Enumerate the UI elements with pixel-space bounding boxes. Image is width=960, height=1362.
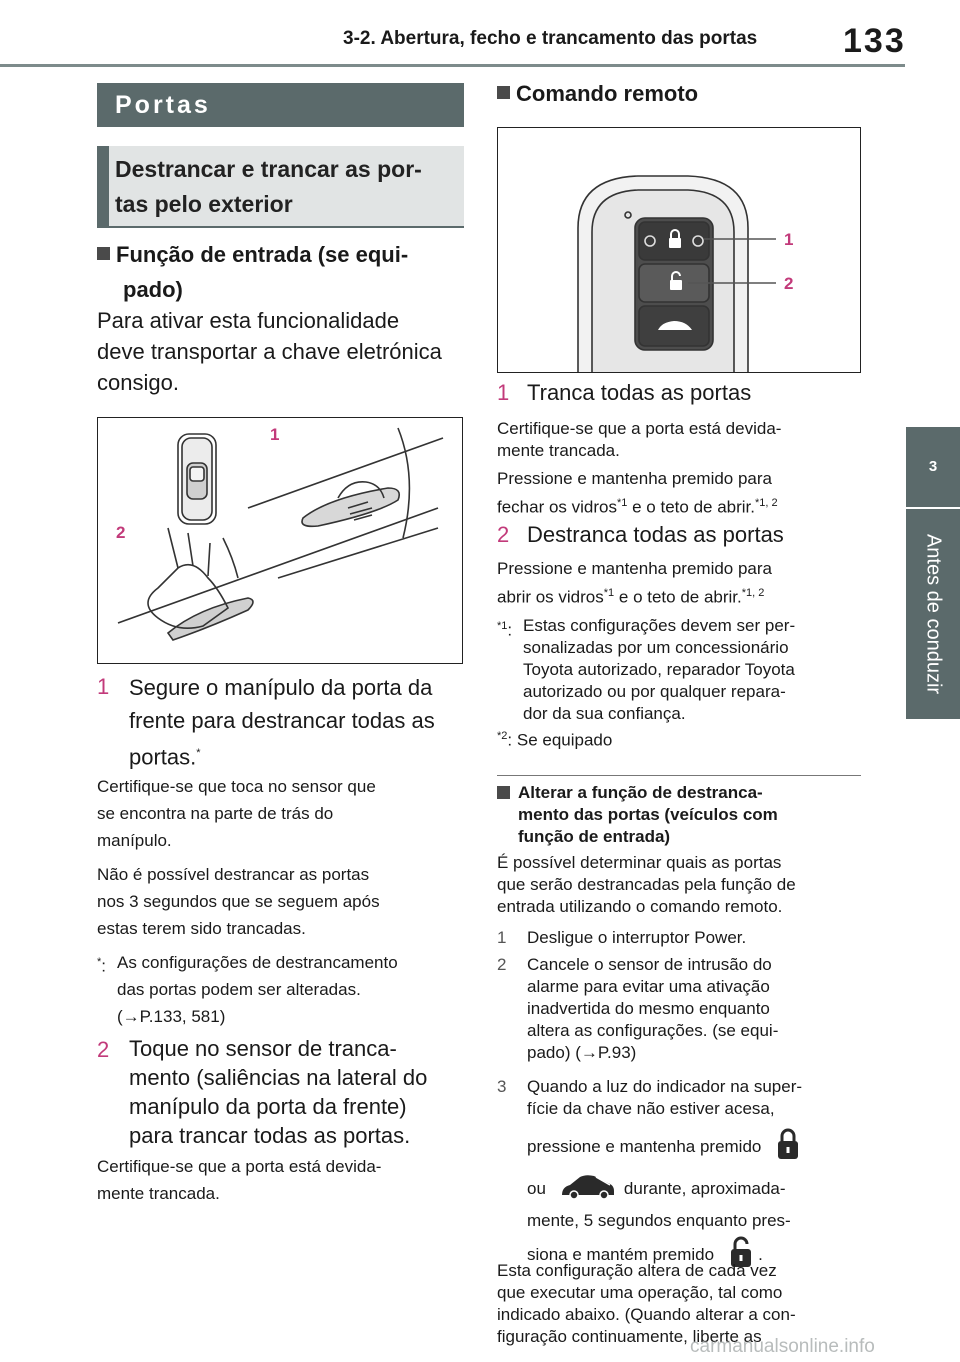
step-1-line1: Segure o manípulo da porta da <box>129 675 433 700</box>
note3-line1: Certifique-se que a porta está devida- <box>97 1157 382 1176</box>
subsection-heading <box>97 146 464 226</box>
step-1-line3: portas. <box>129 744 197 770</box>
square-bullet-icon <box>497 86 510 99</box>
remote-heading <box>497 78 698 109</box>
step-1 <box>97 671 464 773</box>
s2-line2: alarme para evitar uma ativação <box>527 977 770 996</box>
item1-desc-line1: Certifique-se que a porta está devida- <box>497 419 782 438</box>
footnote-mark: * <box>97 956 102 968</box>
subsection-heading-line1: Destrancar e trancar as por- <box>115 156 422 182</box>
footnote-line1: As configurações de destrancamento <box>117 953 398 972</box>
item2-desc-line2a: abrir os vidros <box>497 587 604 607</box>
change-step-3 <box>497 1076 861 1272</box>
fn2-mark: *2 <box>497 730 508 742</box>
section-heading: Portas <box>97 83 464 127</box>
change-step-1-number: 1 <box>497 928 507 947</box>
change-step-2-number: 2 <box>497 955 507 974</box>
item2-sup1: *1 <box>603 587 615 599</box>
s2-line1: Cancele o sensor de intrusão do <box>527 955 772 974</box>
entry-heading-line2: pado) <box>123 277 183 302</box>
remote-item-1-label: Tranca todas as portas <box>527 380 752 405</box>
change-heading-line3: função de entrada) <box>518 827 671 846</box>
entry-function-heading <box>97 239 464 305</box>
s3-line6b: . <box>758 1245 763 1264</box>
footnote-page-ref: (→P.133, 581) <box>117 1007 226 1026</box>
s2-line3: inadvertida do mesmo enquanto <box>527 999 770 1018</box>
footnote-left <box>97 949 464 1030</box>
remote-callout-1: 1 <box>784 230 794 249</box>
s3-line6a: siona e mantém premido <box>527 1245 715 1264</box>
remote-item-2-label: Destranca todas as portas <box>527 522 784 547</box>
note1-line3: manípulo. <box>97 831 172 850</box>
watermark: carmanualsonline.info <box>690 1336 875 1357</box>
step-1-line2: frente para destrancar todas as <box>129 708 435 733</box>
note3-line2: mente trancada. <box>97 1184 220 1203</box>
closing-paragraph <box>497 1260 861 1348</box>
car-trunk-icon <box>560 1173 616 1205</box>
end-line3: indicado abaixo. (Quando alterar a con- <box>497 1305 796 1324</box>
step-2 <box>97 1034 464 1150</box>
change-step-1-text: Desligue o interruptor Power. <box>527 928 747 947</box>
fn2-text: : Se equipado <box>507 730 613 750</box>
intro-line3: consigo. <box>97 370 179 395</box>
end-line2: que executar uma operação, tal como <box>497 1283 783 1302</box>
remote-illustration <box>497 127 861 373</box>
step-2-line3: manípulo da porta da frente) <box>129 1094 407 1119</box>
intro-line1: Para ativar esta funcionalidade <box>97 308 400 333</box>
page-number: 133 <box>843 22 906 60</box>
fn1-line2: sonalizadas por um concessionário <box>523 638 789 657</box>
door-handle-illustration <box>97 417 463 664</box>
note1-line2: se encontra na parte de trás do <box>97 804 334 823</box>
step-1-footnote-mark: * <box>196 747 201 759</box>
change-function-heading <box>497 782 861 848</box>
step-2-number: 2 <box>97 1037 110 1062</box>
note2-line3: estas terem sido trancadas. <box>97 919 306 938</box>
change-intro-line1: É possível determinar quais as portas <box>497 853 782 872</box>
s3-line4a: ou <box>527 1179 546 1198</box>
s3-line5: mente, 5 segundos enquanto pres- <box>527 1211 791 1230</box>
note-locked <box>97 1153 464 1207</box>
fn1-line1: Estas configurações devem ser per- <box>523 616 796 635</box>
fn1-line3: Toyota autorizado, reparador Toyota <box>523 660 795 679</box>
remote-callout-2: 2 <box>784 274 794 293</box>
subsection-heading-line2: tas pelo exterior <box>115 191 293 217</box>
footnote-colon: : <box>101 956 107 976</box>
note-sensor <box>97 773 464 854</box>
change-heading-line2: mento das portas (veículos com <box>518 805 778 824</box>
entry-heading-line1: Função de entrada (se equi- <box>116 242 409 267</box>
note1-line1: Certifique-se que toca no sensor que <box>97 777 376 796</box>
remote-item-2-number: 2 <box>497 522 510 547</box>
item1-sup1: *1 <box>617 497 628 509</box>
s2-line5: pado) (→P.93) <box>527 1043 637 1062</box>
chapter-tab-number: 3 <box>906 427 960 507</box>
figure-callout-2: 2 <box>116 523 126 542</box>
chapter-tab-label-text: Antes de conduzir <box>922 533 945 695</box>
remote-drawing <box>498 128 861 373</box>
figure-callout-1: 1 <box>270 425 280 444</box>
item1-desc-line3: Pressione e mantenha premido para <box>497 469 772 488</box>
change-intro-line2: que serão destrancadas pela função de <box>497 875 796 894</box>
remote-item-2-title <box>497 522 784 548</box>
remote-heading-text: Comando remoto <box>516 81 699 106</box>
intro-line2: deve transportar a chave eletrónica <box>97 339 442 364</box>
item1-desc-line2: mente trancada. <box>497 441 620 460</box>
footnotes-right <box>497 615 861 752</box>
note2-line2: nos 3 segundos que se seguem após <box>97 892 380 911</box>
door-handle-drawing <box>98 418 463 664</box>
end-line4: figuração continuamente, liberte as <box>497 1327 762 1346</box>
step-2-line2: mento (saliências na lateral do <box>129 1065 428 1090</box>
item2-desc-line1: Pressione e mantenha premido para <box>497 559 772 578</box>
square-bullet-icon <box>97 247 110 260</box>
remote-item-1-desc <box>497 418 861 519</box>
item1-desc-line4b: e o teto de abrir. <box>627 497 755 517</box>
item1-desc-line4a: fechar os vidros <box>497 497 617 517</box>
s3-line4b: durante, aproximada- <box>623 1179 786 1198</box>
remote-item-1-number: 1 <box>497 380 510 405</box>
change-step-3-number: 3 <box>497 1077 507 1096</box>
remote-item-2-desc <box>497 558 861 609</box>
change-step-1 <box>497 927 861 949</box>
subsection-rule <box>97 226 464 228</box>
running-header-title: 3-2. Abertura, fecho e trancamento das portas <box>343 28 758 49</box>
s3-line1: Quando a luz do indicador na super- <box>527 1077 803 1096</box>
end-line1: Esta configuração altera de cada vez <box>497 1261 777 1280</box>
intro-paragraph <box>97 305 442 398</box>
lock-icon <box>777 1128 799 1166</box>
change-intro-line3: entrada utilizando o comando remoto. <box>497 897 783 916</box>
item1-sup2: *1, 2 <box>755 497 778 509</box>
note-timing <box>97 861 464 942</box>
footnote-line2: das portas podem ser alteradas. <box>117 980 361 999</box>
section-divider <box>497 775 861 776</box>
chapter-tab-label <box>906 509 960 719</box>
fn1-mark: *1 <box>497 620 508 632</box>
header-rule <box>0 64 905 67</box>
s2-line4: altera as configurações. (se equi- <box>527 1021 779 1040</box>
change-intro <box>497 852 861 918</box>
step-2-line4: para trancar todas as portas. <box>129 1123 411 1148</box>
change-step-2 <box>497 954 861 1064</box>
s3-line2: fície da chave não estiver acesa, <box>527 1099 775 1118</box>
step-2-line1: Toque no sensor de tranca- <box>129 1036 397 1061</box>
fn1-colon: : <box>507 620 513 640</box>
item2-desc-line2b: e o teto de abrir. <box>614 587 742 607</box>
fn1-line5: dor da sua confiança. <box>523 704 686 723</box>
change-heading-line1: Alterar a função de destranca- <box>518 783 763 802</box>
item2-sup2: *1, 2 <box>741 587 765 599</box>
fn1-line4: autorizado ou por qualquer repara- <box>523 682 786 701</box>
remote-item-1-title <box>497 380 751 406</box>
square-bullet-icon <box>497 786 510 799</box>
s3-line3: pressione e mantenha premido <box>527 1137 762 1156</box>
note2-line1: Não é possível destrancar as portas <box>97 865 370 884</box>
step-1-number: 1 <box>97 674 110 699</box>
